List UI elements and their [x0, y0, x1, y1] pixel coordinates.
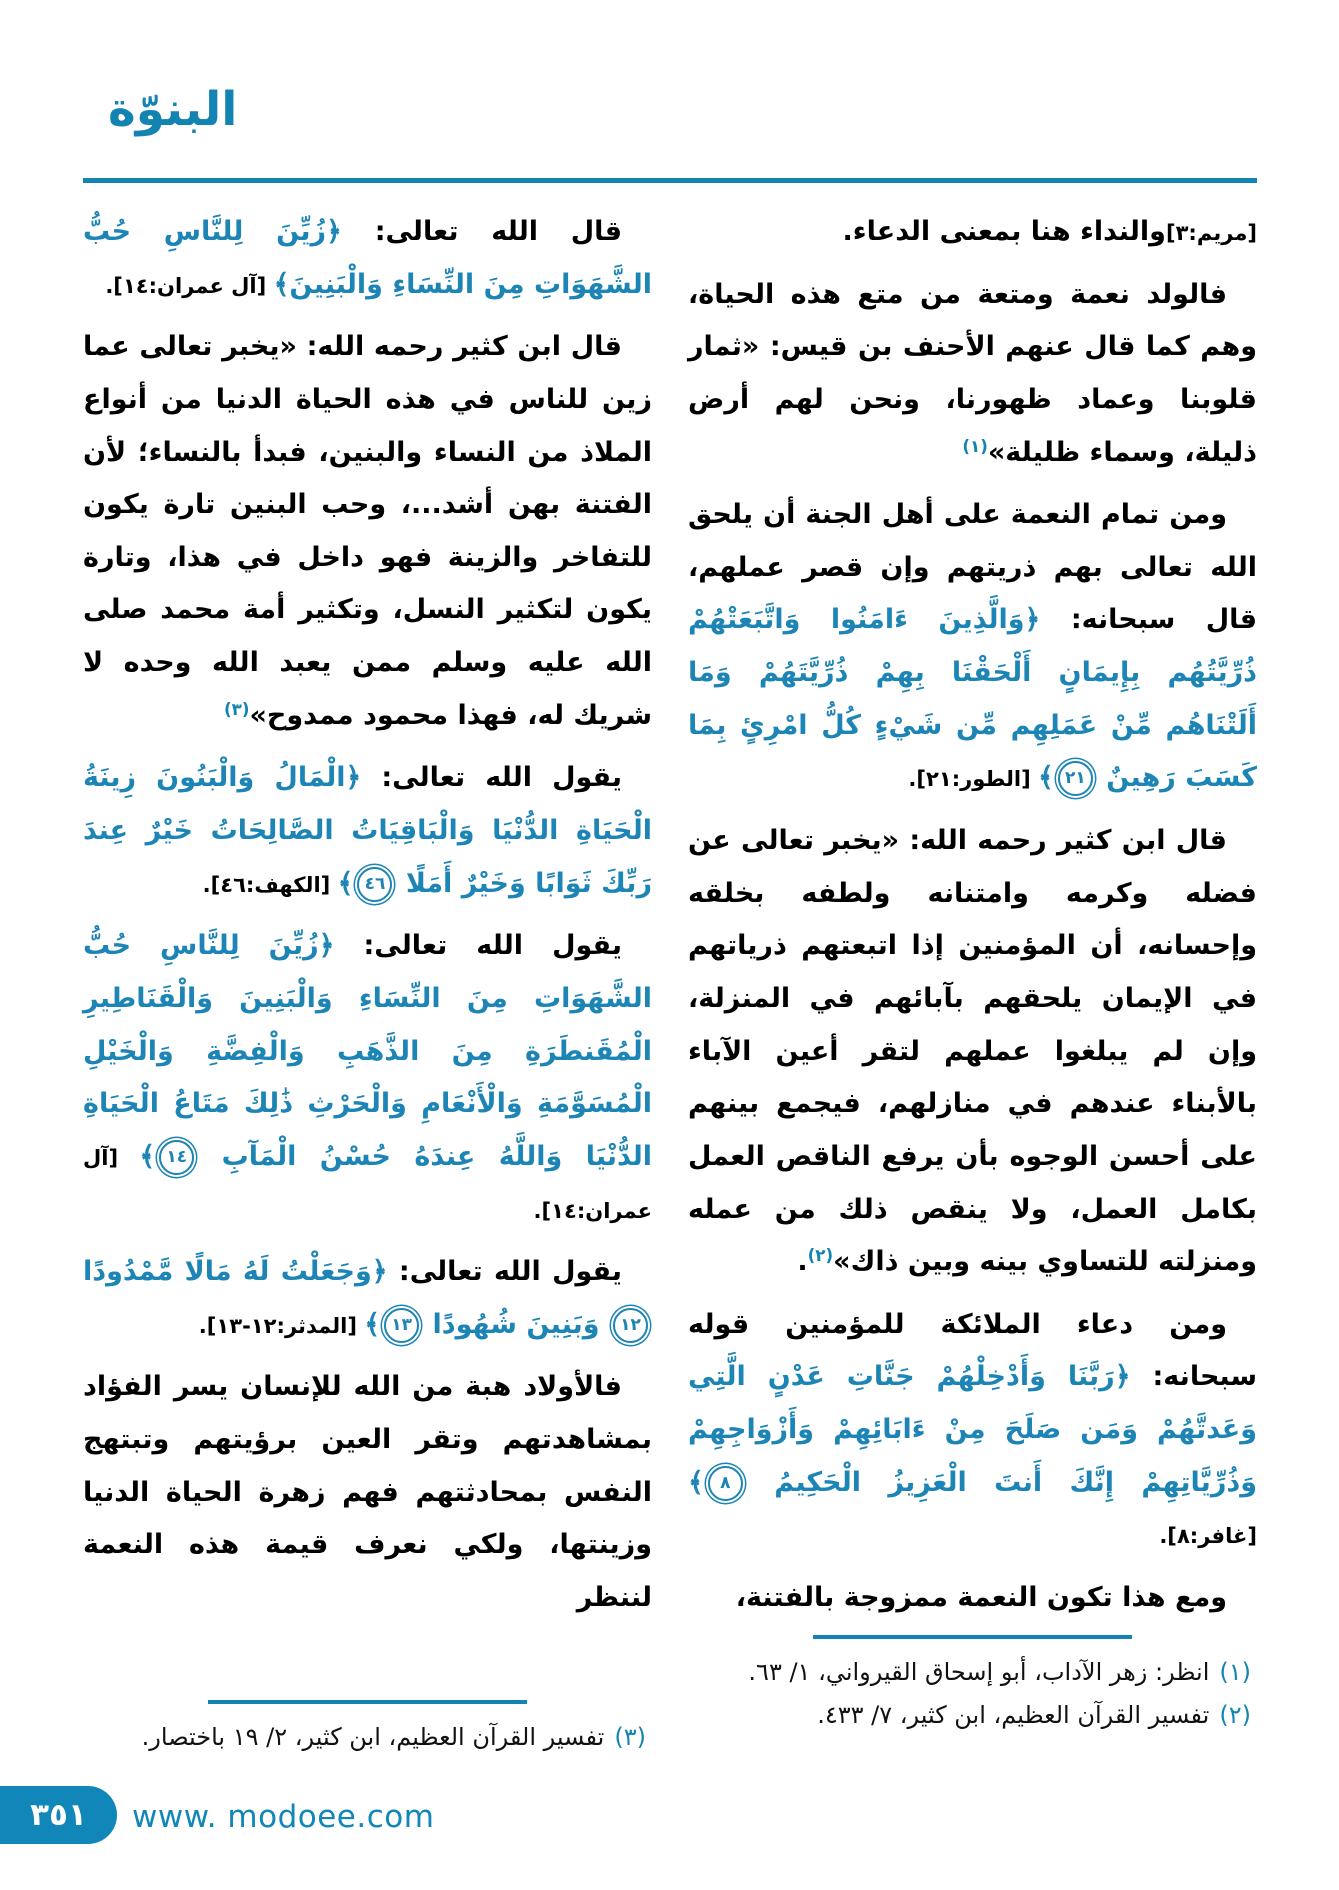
- verse-citation: [الكهف:٤٦].: [202, 871, 338, 897]
- column-left: [83, 206, 652, 1762]
- ayah-number-marker: ٨: [708, 1466, 743, 1501]
- paragraph: [688, 1572, 1257, 1625]
- paragraph: [83, 206, 652, 311]
- quran-verse-text: ﴾: [139, 1140, 156, 1172]
- footnote-list: [83, 1718, 652, 1758]
- body-text: فالولد نعمة ومتعة من متع هذه الحياة، وهم كما قال عنهم الأحنف بن قيس: «ثمار قلوبنا وعماد ظهورنا، ونحن لهم أرض ذليلة، وسماء ظليلة»: [688, 278, 1257, 468]
- quran-verse-text: ﴿الْمَالُ وَالْبَنُونَ زِينَةُ الْحَيَاةِ الدُّنْيَا وَالْبَاقِيَاتُ الصَّالِحَاتُ خَيْرٌ عِندَ رَبِّكَ ثَوَابًا وَخَيْرٌ أَمَلًا: [83, 762, 652, 899]
- paragraph: [83, 1361, 652, 1624]
- text-columns: [83, 206, 1257, 1762]
- paragraph: [83, 752, 652, 910]
- paragraph: [688, 206, 1257, 259]
- quran-verse-text: ﴾: [1038, 762, 1054, 794]
- paragraph: [688, 269, 1257, 480]
- quran-verse-text: ﴿وَجَعَلْتُ لَهُ مَالًا مَّمْدُودًا: [83, 1256, 388, 1288]
- footnote-text: تفسير القرآن العظيم، ابن كثير، ٢/ ١٩ باختصار.: [141, 1723, 605, 1752]
- ayah-number-marker: ١٤: [159, 1140, 194, 1175]
- column-right-paragraphs: [688, 206, 1257, 1635]
- column-right: [688, 206, 1257, 1762]
- verse-citation: [آل عمران:١٤].: [83, 1144, 652, 1223]
- column-left-paragraphs: [83, 206, 652, 1635]
- body-text: يقول الله تعالى:: [387, 1256, 623, 1288]
- paragraph: [688, 815, 1257, 1289]
- paragraph: [688, 1299, 1257, 1562]
- quran-verse-text: ﴿وَالَّذِينَ ءَامَنُوا وَاتَّبَعَتْهُمْ ذُرِّيَّتُهُم بِإِيمَانٍ أَلْحَقْنَا بِهِمْ ذُرِّيَّتَهُمْ وَمَا أَلَتْنَاهُم مِّنْ عَمَلِهِم مِّن شَيْءٍ كُلُّ امْرِئٍ بِمَا كَسَبَ رَهِينٌ: [688, 604, 1257, 794]
- column-left-footnotes: [83, 1700, 652, 1762]
- quran-verse-text: ﴾: [688, 1466, 704, 1498]
- footnote-item: [83, 1718, 646, 1758]
- page-number-badge: ٣٥١: [0, 1786, 117, 1844]
- body-text: قال ابن كثير رحمه الله: «يخبر تعالى عن فضله وكرمه وامتنانه ولطفه بخلقه وإحسانه، أن المؤمنين إذا اتبعتهم ذرياتهم في الإيمان يلحقهم بآبائهم في المنزلة، وإن لم يبلغوا عملهم لتقر أعين الآباء بالأبناء عندهم في منازلهم، فيجمع بينهم على أحسن الوجوه بأن يرفع الناقص العمل بكامل العمل، ولا ينقص ذلك من عمله ومنزلته للتساوي بينه وبين ذاك»: [688, 825, 1257, 1278]
- column-right-footnotes: [688, 1635, 1257, 1740]
- body-text: والنداء هنا بمعنى الدعاء.: [842, 216, 1166, 247]
- paragraph: [83, 321, 652, 742]
- footnote-number: (٣): [614, 1723, 646, 1752]
- body-text: .: [797, 1246, 808, 1278]
- body-text: ومع هذا تكون النعمة ممزوجة بالفتنة،: [735, 1582, 1227, 1614]
- quran-verse-text: ﴾: [337, 867, 354, 899]
- body-text: قال ابن كثير رحمه الله: «يخبر تعالى عما زين للناس في هذه الحياة الدنيا من أنواع الملاذ من النساء والبنين، فبدأ بالنساء؛ لأن الفتنة بهن أشد...، وحب البنين تارة يكون للتفاخر والزينة فهو داخل في هذا، وتارة يكون لتكثير النسل، وتكثير أمة محمد صلى الله عليه وسلم ممن يعبد الله وحده لا شريك له، فهذا محمود ممدوح»: [83, 331, 652, 731]
- footnote-text: تفسير القرآن العظيم، ابن كثير، ٧/ ٤٣٣.: [817, 1701, 1210, 1730]
- ayah-number-marker: ٤٦: [357, 867, 392, 902]
- footnote-separator: [208, 1700, 527, 1704]
- quran-verse-text: ﴿زُيِّنَ لِلنَّاسِ حُبُّ الشَّهَوَاتِ مِنَ النِّسَاءِ وَالْبَنِينَ﴾: [83, 216, 652, 300]
- footnote-number: (١): [1219, 1657, 1251, 1686]
- page-title: البنوّة: [108, 82, 238, 137]
- footnote-text: انظر: زهر الآداب، أبو إسحاق القيرواني، ١/ ٦٣.: [748, 1657, 1210, 1686]
- verse-citation: [غافر:٨].: [1159, 1523, 1257, 1549]
- footnote-separator: [813, 1635, 1132, 1639]
- footnote-list: [688, 1653, 1257, 1736]
- ayah-number-marker: ٢١: [1058, 761, 1093, 796]
- footnote-item: [688, 1653, 1251, 1693]
- footnote-ref: (٢): [807, 1245, 834, 1266]
- quran-verse-text: ﴿رَبَّنَا وَأَدْخِلْهُمْ جَنَّاتِ عَدْنٍ الَّتِي وَعَدتَّهُمْ وَمَن صَلَحَ مِنْ ءَابَائِهِمْ وَأَزْوَاجِهِمْ وَذُرِّيَّاتِهِمْ إِنَّكَ أَنتَ الْعَزِيزُ الْحَكِيمُ: [688, 1361, 1257, 1498]
- verse-citation: [آل عمران:١٤].: [105, 272, 274, 298]
- footnote-ref: (٣): [223, 698, 250, 719]
- website-url: www. modoee.com: [132, 1799, 435, 1835]
- paragraph: [83, 920, 652, 1236]
- footnote-item: [688, 1696, 1251, 1736]
- ayah-number-marker: ١٣: [384, 1308, 419, 1343]
- body-text: فالأولاد هبة من الله للإنسان يسر الفؤاد بمشاهدتهم وتقر العين برؤيتهم وتبتهج النفس بمحادثتهم فهم زهرة الحياة الدنيا وزينتها، ولكي نعرف قيمة هذه النعمة لننظر: [83, 1371, 652, 1614]
- quran-verse-text: ﴾: [364, 1308, 381, 1340]
- body-text: ومن تمام النعمة على أهل الجنة أن يلحق الله تعالى بهم ذريتهم وإن قصر عملهم، قال سبحانه:: [688, 499, 1258, 636]
- body-text: ومن دعاء الملائكة للمؤمنين قوله سبحانه:: [688, 1308, 1257, 1393]
- quran-verse-text: وَبَنِينَ شُهُودًا: [423, 1308, 609, 1340]
- paragraph: [688, 489, 1257, 805]
- header-rule: [83, 178, 1257, 183]
- verse-citation: [الطور:٢١].: [908, 766, 1039, 792]
- quran-verse-text: ﴿زُيِّنَ لِلنَّاسِ حُبُّ الشَّهَوَاتِ مِنَ النِّسَاءِ وَالْبَنِينَ وَالْقَنَاطِيرِ الْمُقَنطَرَةِ مِنَ الذَّهَبِ وَالْفِضَّةِ وَالْخَيْلِ الْمُسَوَّمَةِ وَالْأَنْعَامِ وَالْحَرْثِ ذَٰلِكَ مَتَاعُ الْحَيَاةِ الدُّنْيَا وَاللَّهُ عِندَهُ حُسْنُ الْمَآبِ: [83, 930, 652, 1172]
- verse-citation: [المدثر:١٢-١٣].: [198, 1312, 365, 1338]
- paragraph: [83, 1246, 652, 1351]
- footnote-number: (٢): [1219, 1701, 1251, 1730]
- footnote-ref: (١): [962, 435, 988, 456]
- body-text: يقول الله تعالى:: [361, 762, 622, 794]
- ayah-number-marker: ١٢: [613, 1308, 648, 1343]
- body-text: يقول الله تعالى:: [334, 930, 623, 962]
- body-text: قال الله تعالى:: [341, 216, 622, 247]
- verse-citation: [مريم:٣]: [1165, 220, 1257, 245]
